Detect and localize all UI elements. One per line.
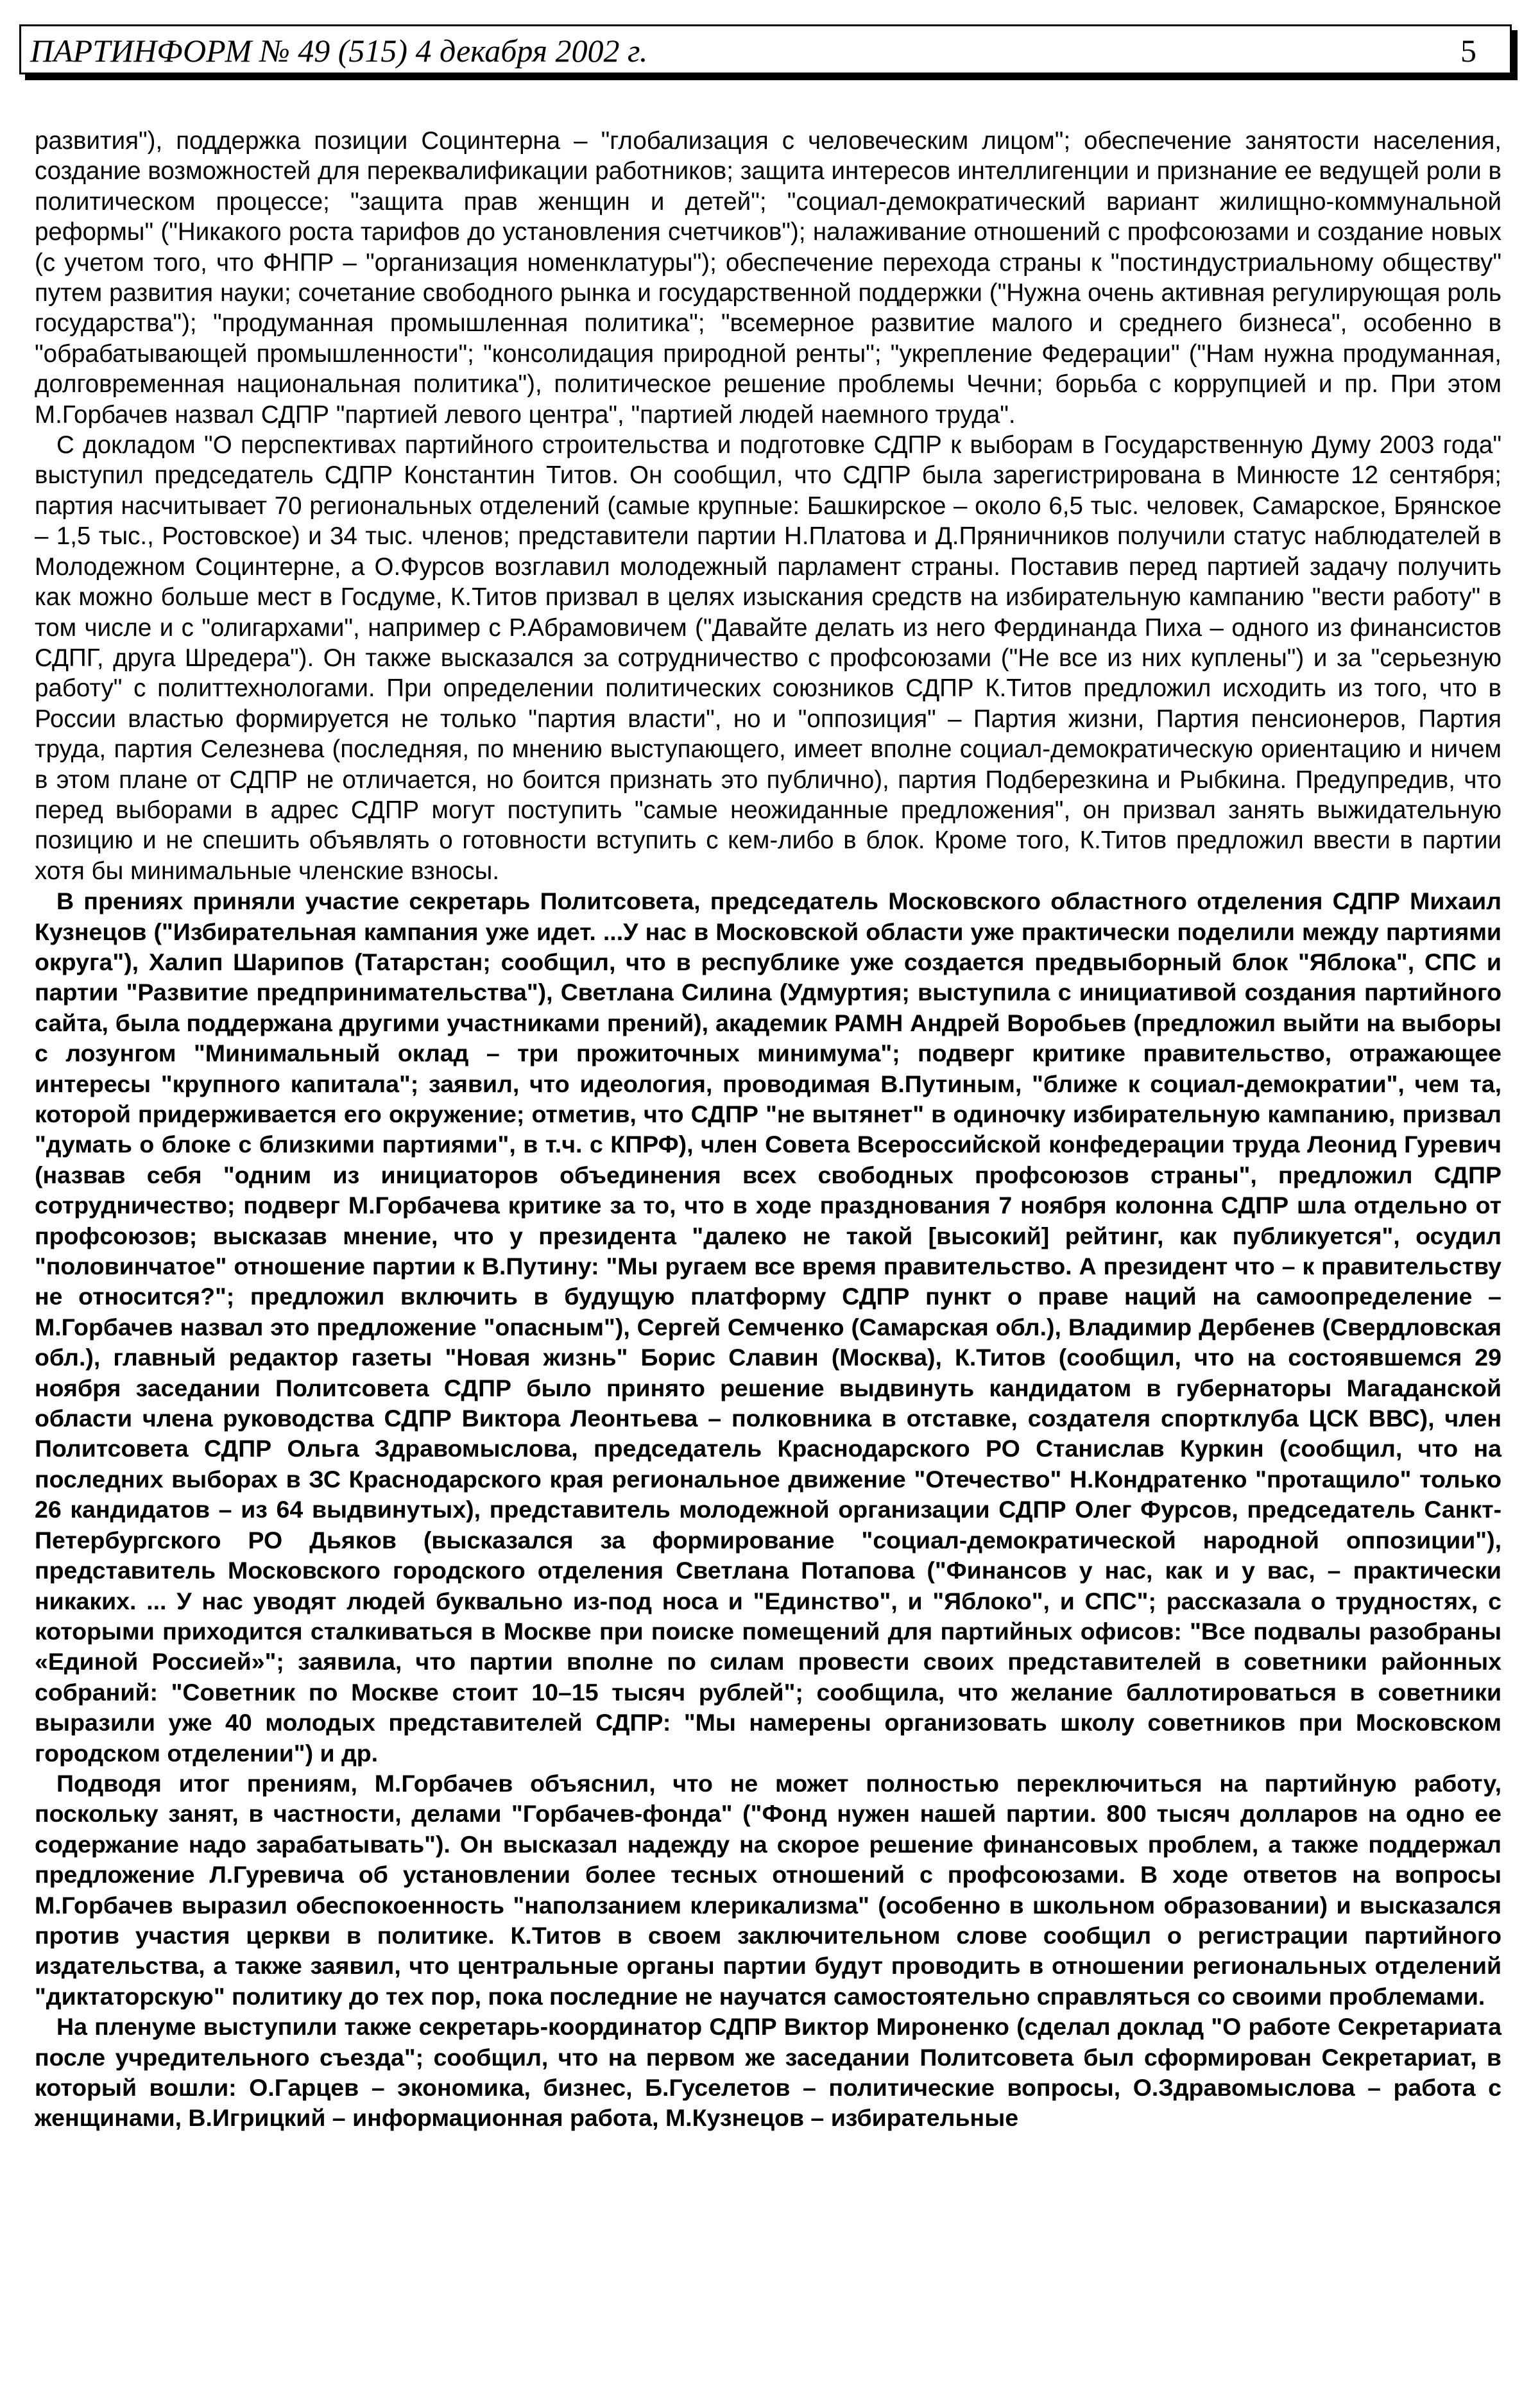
paragraph-party-program: развития"), поддержка позиции Социнтерна – "глобализация с человеческим лицом"; обеспечение занятости населения, создание возможностей для переквалификации работников; защита интересов интеллигенции и признание ее ведущей роли в политическом процессе; "защита прав женщин и детей"; "социал-демократический вариант жилищно-коммунальной реформы" ("Никакого роста тарифов до установления счетчиков"); налаживание отношений с профсоюзами и создание новых (с учетом того, что ФНПР – "организация номенклатуры"); обеспечение перехода страны к "постиндустриальному обществу" путем развития науки; сочетание свободного рынка и государственной поддержки ("Нужна очень активная регулирующая роль государства"); "продуманная промышленная политика"; "всемерное развитие малого и среднего бизнеса", особенно в "обрабатывающей промышленности"; "консолидация природной ренты"; "укрепление Федерации" ("Нам нужна продуманная, долговременная национальная политика"), политическое решение проблемы Чечни; борьба с коррупцией и пр. При этом М.Горбачев назвал СДПР "партией левого центра", "партией людей наемного труда". — [35, 127, 1502, 429]
paragraph-debates: В прениях приняли участие секретарь Политсовета, председатель Московского областного отделения СДПР Михаил Кузнецов ("Избирательная кампания уже идет. ...У нас в Московской области уже практически поделили между партиями округа"), Халип Шарипов (Татарстан; сообщил, что в республике уже создается предвыборный блок "Яблока", СПС и партии "Развитие предпринимательства"), Светлана Силина (Удмуртия; выступила с инициативой создания партийного сайта, была поддержана другими участниками прений), академик РАМН Андрей Воробьев (предложил выйти на выборы с лозунгом "Минимальный оклад – три прожиточных минимума"; подверг критике правительство, отражающее интересы "крупного капитала"; заявил, что идеология, проводимая В.Путиным, "ближе к социал-демократии", чем та, которой придерживается его окружение; отметив, что СДПР "не вытянет" в одиночку избирательную кампанию, призвал "думать о блоке с близкими партиями", в т.ч. с КПРФ), член Совета Всероссийской конфедерации труда Леонид Гуревич (назвав себя "одним из инициаторов объединения всех свободных профсоюзов страны", предложил СДПР сотрудничество; подверг М.Горбачева критике за то, что в ходе празднования 7 ноября колонна СДПР шла отдельно от профсоюзов; высказав мнение, что у президента "далеко не такой [высокий] рейтинг, как публикуется", осудил "половинчатое" отношение партии к В.Путину: "Мы ругаем все время правительство. А президент что – к правительству не относится?"; предложил включить в будущую платформу СДПР пункт о праве наций на самоопределение – М.Горбачев назвал это предложение "опасным"), Сергей Семченко (Самарская обл.), Владимир Дербенев (Свердловская обл.), главный редактор газеты "Новая жизнь" Борис Славин (Москва), К.Титов (сообщил, что на состоявшемся 29 ноября заседании Политсовета СДПР было принято решение выдвинуть кандидатом в губернаторы Магаданской области члена руководства СДПР Виктора Леонтьева – полковника в отставке, создателя спортклуба ЦСК ВВС), член Политсовета СДПР Ольга Здравомыслова, председатель Краснодарского РО Станислав Куркин (сообщил, что на последних выборах в ЗС Краснодарского края региональное движение "Отечество" Н.Кондратенко "протащило" только 26 кандидатов – из 64 выдвинутых), представитель молодежной организации СДПР Олег Фурсов, председатель Санкт-Петербургского РО Дьяков (высказался за формирование "социал-демократической народной оппозиции"), представитель Московского городского отделения Светлана Потапова ("Финансов у нас, как и у вас, – практически никаких. ... У нас уводят людей буквально из-под носа и "Единство", и "Яблоко", и СПС"; рассказала о трудностях, с которыми приходится сталкиваться в Москве при поиске помещений для партийных офисов: "Все подвалы разобраны «Единой Россией»"; заявила, что партии вполне по силам провести своих представителей в советники районных собраний: "Советник по Москве стоит 10–15 тысяч рублей"; сообщила, что желание баллотироваться в советники выразили уже 40 молодых представителей СДПР: "Мы намерены организовать школу советников при Московском городском отделении") и др. — [35, 887, 1502, 1767]
paragraph-gorbachev-summary: Подводя итог прениям, М.Горбачев объяснил, что не может полностью переключиться на партийную работу, поскольку занят, в частности, делами "Горбачев-фонда" ("Фонд нужен нашей партии. 800 тысяч долларов на одно ее содержание надо зарабатывать"). Он высказал надежду на скорое решение финансовых проблем, а также поддержал предложение Л.Гуревича об установлении более тесных отношений с профсоюзами. В ходе ответов на вопросы М.Горбачев выразил обеспокоенность "наползанием клерикализма" (особенно в школьном образовании) и высказался против участия церкви в политике. К.Титов в своем заключительном слове сообщил о регистрации партийного издательства, а также заявил, что центральные органы партии будут проводить в отношении региональных отделений "диктаторскую" политику до тех пор, пока последние не научатся самостоятельно справляться со своими проблемами. — [35, 1769, 1502, 2010]
paragraph-plenum-speakers: На пленуме выступили также секретарь-координатор СДПР Виктор Мироненко (сделал доклад "О работе Секретариата после учредительного съезда"; сообщил, что на первом же заседании Политсовета был сформирован Секретариат, в который вошли: О.Гарцев – экономика, бизнес, Б.Гуселетов – политические вопросы, О.Здравомыслова – работа с женщинами, В.Игрицкий – информационная работа, М.Кузнецов – избирательные — [35, 2013, 1502, 2132]
page-header — [19, 24, 1512, 74]
publication-title: ПАРТИНФОРМ № 49 (515) 4 декабря 2002 г. — [30, 33, 648, 69]
page-number: 5 — [1460, 33, 1476, 69]
paragraph-titov-report: С докладом "О перспективах партийного строительства и подготовке СДПР к выборам в Государственную Думу 2003 года" выступил председатель СДПР Константин Титов. Он сообщил, что СДПР была зарегистрирована в Минюсте 12 сентября; партия насчитывает 70 региональных отделений (самые крупные: Башкирское – около 6,5 тыс. человек, Самарское, Брянское – 1,5 тыс., Ростовское) и 34 тыс. членов; представители партии Н.Платова и Д.Пряничников получили статус наблюдателей в Молодежном Социнтерне, а О.Фурсов возглавил молодежный парламент страны. Поставив перед партией задачу получить как можно больше мест в Госдуме, К.Титов призвал в целях изыскания средств на избирательную кампанию "вести работу" в том числе и с "олигархами", например с Р.Абрамовичем ("Давайте делать из него Фердинанда Пиха – одного из финансистов СДПГ, друга Шредера"). Он также высказался за сотрудничество с профсоюзами ("Не все из них куплены") и за "серьезную работу" с политтехнологами. При определении политических союзников СДПР К.Титов предложил исходить из того, что в России властью формируется не только "партия власти", но и "оппозиция" – Партия жизни, Партия пенсионеров, Партия труда, партия Селезнева (последняя, по мнению выступающего, имеет вполне социал-демократическую ориентацию и ничем в этом плане от СДПР не отличается, но боится признать это публично), партия Подберезкина и Рыбкина. Предупредив, что перед выборами в адрес СДПР могут поступить "самые неожиданные предложения", он призвал занять выжидательную позицию и не спешить объявлять о готовности вступить с кем-либо в блок. Кроме того, К.Титов предложил ввести в партии хотя бы минимальные членские взносы. — [35, 431, 1502, 885]
article-body — [35, 126, 1502, 2134]
